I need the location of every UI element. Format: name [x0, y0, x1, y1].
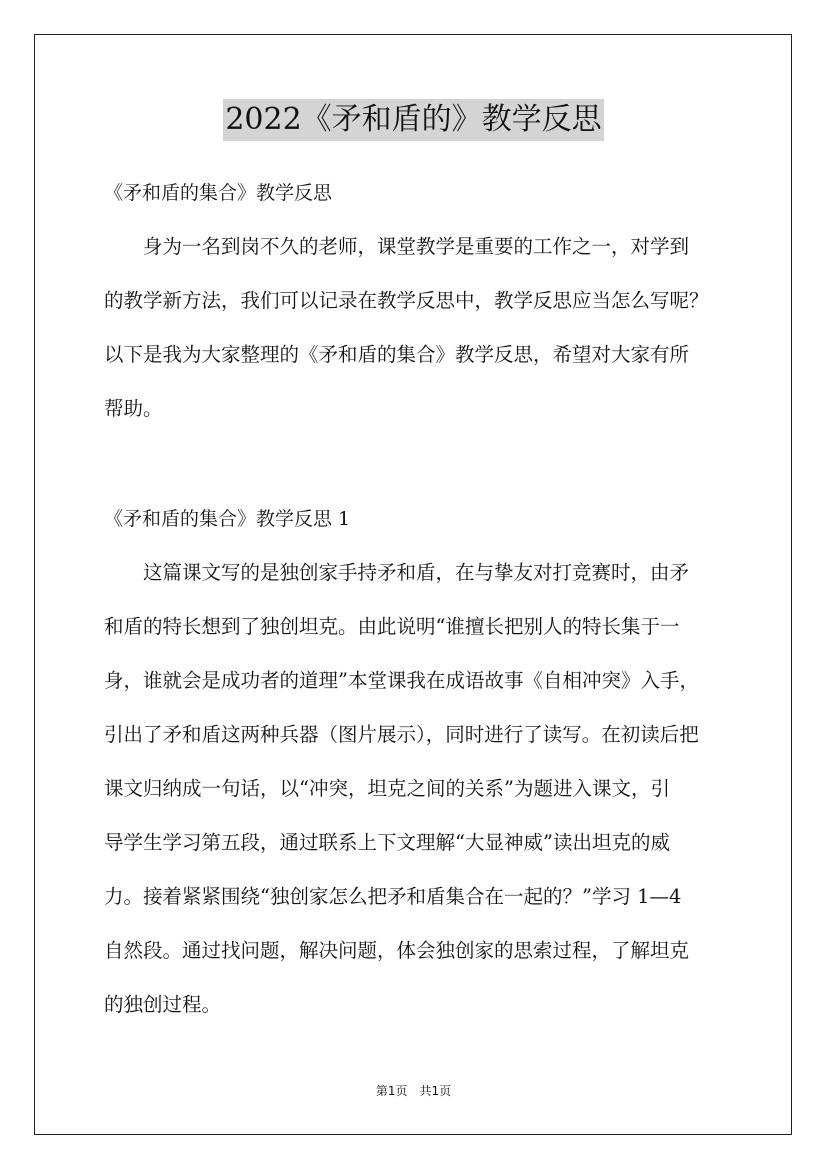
body-line: 的独创过程。 [104, 993, 222, 1016]
document-title: 2022《矛和盾的》教学反思 [223, 99, 603, 141]
body-line: 引出了矛和盾这两种兵器（图片展示），同时进行了读写。在初读后把 [104, 723, 699, 746]
body-line: 导学生学习第五段，通过联系上下文理解“大显神威”读出坦克的威 [104, 831, 670, 854]
section-heading-reflection-1: 《矛和盾的集合》教学反思 1 [104, 508, 351, 530]
body-line: 课文归纳成一句话，以“冲突，坦克之间的关系”为题进入课文，引 [104, 777, 670, 800]
body-line: 和盾的特长想到了独创坦克。由此说明“谁擅长把别人的特长集于一 [104, 615, 680, 638]
section-heading-intro: 《矛和盾的集合》教学反思 [104, 182, 333, 204]
intro-line: 帮助。 [104, 397, 163, 420]
intro-paragraph [104, 220, 724, 436]
page-footer: 第1页 共1页 [375, 1084, 452, 1098]
body-paragraph [104, 546, 724, 1032]
body-line: 这篇课文写的是独创家手持矛和盾，在与挚友对打竞赛时，由矛 [104, 561, 690, 584]
intro-line: 的教学新方法，我们可以记录在教学反思中，教学反思应当怎么写呢？ [104, 289, 709, 312]
intro-line: 身为一名到岗不久的老师，课堂教学是重要的工作之一，对学到 [104, 235, 690, 258]
body-line: 力。接着紧紧围绕“独创家怎么把矛和盾集合在一起的？”学习 1—4 [104, 885, 682, 908]
intro-line: 以下是我为大家整理的《矛和盾的集合》教学反思，希望对大家有所 [104, 343, 690, 366]
body-line: 自然段。通过找问题，解决问题，体会独创家的思索过程，了解坦克 [104, 939, 690, 962]
body-line: 身，谁就会是成功者的道理”本堂课我在成语故事《自相冲突》入手， [104, 669, 699, 692]
title-container [0, 99, 827, 141]
